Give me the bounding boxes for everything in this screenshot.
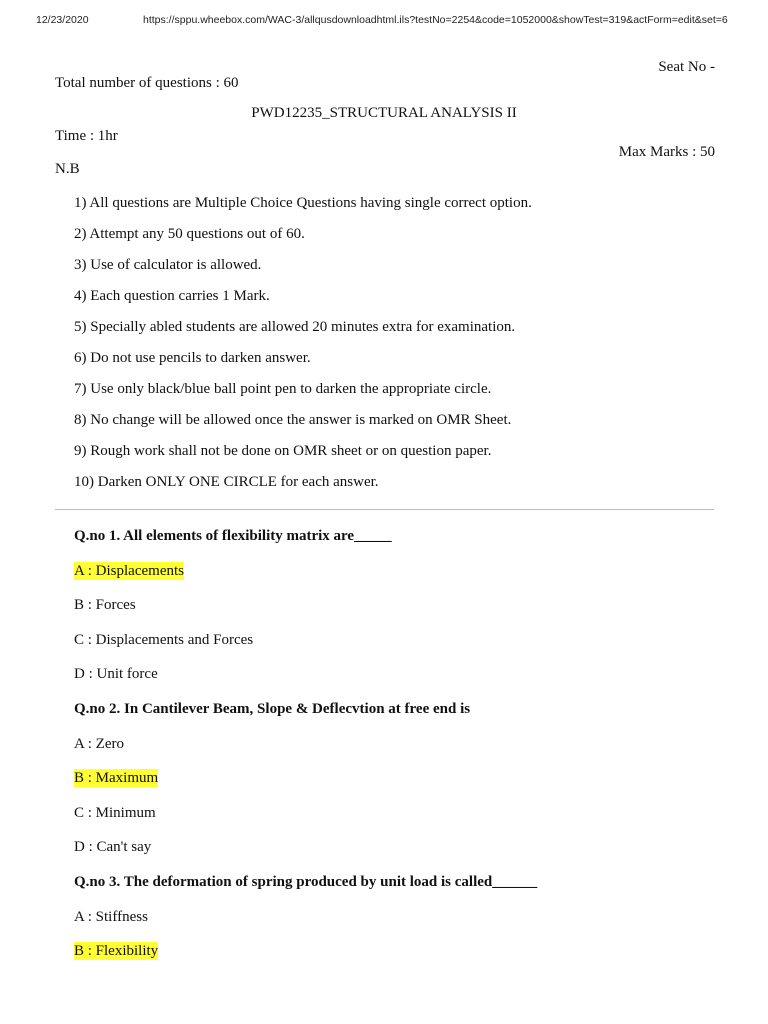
instruction-item: 10) Darken ONLY ONE CIRCLE for each answer. [74,474,379,490]
question-text: Q.no 3. The deformation of spring produced by unit load is called______ [74,873,538,890]
exam-title: PWD12235_STRUCTURAL ANALYSIS II [251,105,517,121]
instruction-item: 2) Attempt any 50 questions out of 60. [74,226,305,242]
option-label: D : Can't say [74,839,152,856]
option-label: A : Stiffness [74,908,148,925]
option-c [74,804,714,839]
option-d [74,838,714,873]
max-marks: Max Marks : 50 [618,144,715,160]
instruction-item: 6) Do not use pencils to darken answer. [74,350,311,366]
nb-label: N.B [55,161,80,177]
print-header [0,14,768,34]
option-label: C : Minimum [74,804,156,821]
exam-time: Time : 1hr [55,128,118,144]
option-label: D : Unit force [74,666,158,683]
seat-number: Seat No - [658,59,715,75]
instruction-item: 9) Rough work shall not be done on OMR sheet or on question paper. [74,443,492,459]
instruction-item: 7) Use only black/blue ball point pen to darken the appropriate circle. [74,381,492,397]
option-d [74,665,714,700]
question-text: Q.no 1. All elements of flexibility matrix are_____ [74,528,392,544]
option-label: A : Zero [74,735,124,752]
question-1 [74,527,714,700]
instruction-item: 1) All questions are Multiple Choice Questions having single correct option. [74,195,532,211]
print-url: https://sppu.wheebox.com/WAC-3/allqusdownloadhtml.ils?testNo=2254&code=1052000&showTest=319&actForm=edit&set=6 [143,14,728,26]
option-label: B : Flexibility [74,943,159,960]
option-a [74,562,714,597]
option-b [74,769,714,804]
section-divider [55,509,714,510]
option-b [74,596,714,631]
question-text: Q.no 2. In Cantilever Beam, Slope & Deflecvtion at free end is [74,700,471,717]
option-b [74,942,714,977]
option-a [74,735,714,770]
option-label: A : Displacements [74,562,184,579]
instruction-item: 8) No change will be allowed once the answer is marked on OMR Sheet. [74,412,512,428]
option-label: B : Forces [74,597,136,614]
option-a [74,908,714,943]
instructions-list [74,194,532,504]
question-2 [74,700,714,873]
questions-list [74,527,714,977]
instruction-item: 4) Each question carries 1 Mark. [74,288,270,304]
print-date: 12/23/2020 [36,14,89,26]
question-3 [74,873,714,977]
option-label: B : Maximum [74,770,159,787]
instruction-item: 5) Specially abled students are allowed 20 minutes extra for examination. [74,319,516,335]
option-c [74,631,714,666]
instruction-item: 3) Use of calculator is allowed. [74,257,262,273]
total-questions: Total number of questions : 60 [55,75,239,91]
option-label: C : Displacements and Forces [74,631,254,648]
